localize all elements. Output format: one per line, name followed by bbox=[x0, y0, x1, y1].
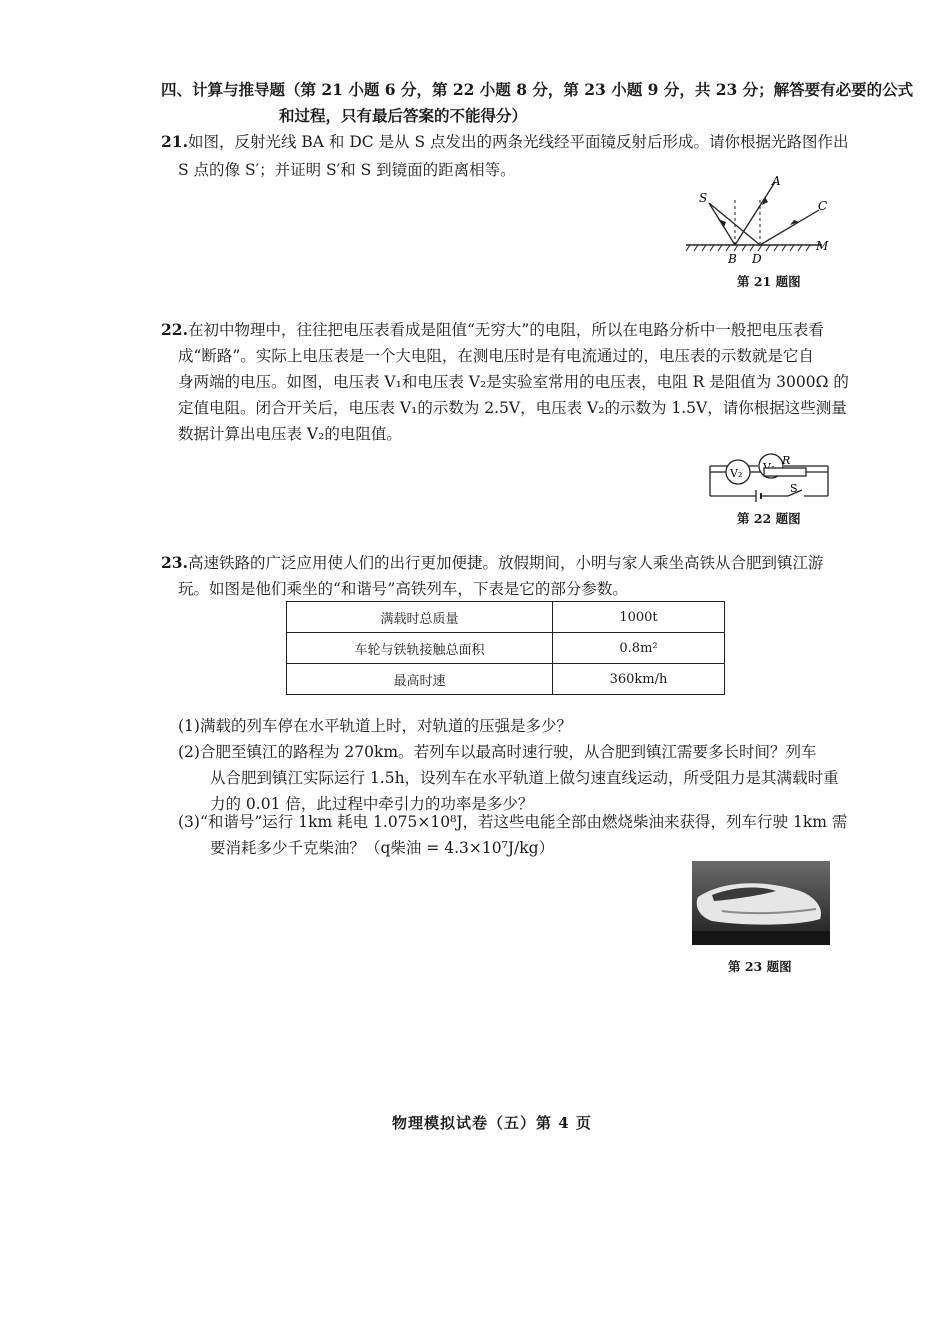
reflected-ray-ba bbox=[735, 182, 775, 245]
train-params-table bbox=[286, 601, 725, 695]
table-cell: 0.8m² bbox=[553, 633, 725, 664]
q23-sub2-line1: (2)合肥至镇江的路程为 270km。若列车以最高时速行驶，从合肥到镇江需要多长时间？列车 bbox=[178, 743, 817, 761]
section-heading-cont: 和过程，只有最后答案的不能得分） bbox=[279, 106, 528, 125]
r-label: R bbox=[782, 454, 791, 467]
table-cell: 1000t bbox=[553, 602, 725, 633]
table-cell: 最高时速 bbox=[287, 664, 553, 695]
q22-circuit-figure bbox=[706, 452, 836, 504]
q22-line5: 数据计算出电压表 V₂的电阻值。 bbox=[178, 425, 402, 443]
table-row bbox=[287, 602, 725, 633]
q23-text-1: 高速铁路的广泛应用使人们的出行更加便捷。放假期间，小明与家人乘坐高铁从合肥到镇江游 bbox=[187, 554, 824, 572]
label-a: A bbox=[772, 174, 781, 188]
q23-sub3-line2: 要消耗多少千克柴油？（q柴油 = 4.3×10⁷J/kg） bbox=[210, 839, 555, 857]
label-c: C bbox=[818, 199, 828, 213]
q23-sub3-line1: (3)“和谐号”运行 1km 耗电 1.075×10⁸J，若这些电能全部由燃烧柴油来获得，列车行驶 1km 需 bbox=[178, 813, 848, 831]
q21-text-1: 如图，反射光线 BA 和 DC 是从 S 点发出的两条光线经平面镜反射后形成。请你根据光路图作出 bbox=[187, 133, 849, 151]
q23-line2: 玩。如图是他们乘坐的“和谐号”高铁列车，下表是它的部分参数。 bbox=[178, 580, 628, 598]
q22-line4: 定值电阻。闭合开关后，电压表 V₁的示数为 2.5V，电压表 V₂的示数为 1.5V，请你根据这些测量 bbox=[178, 399, 847, 417]
q23-caption: 第 23 题图 bbox=[728, 959, 792, 974]
arrow-sb bbox=[718, 219, 726, 227]
resistor-r bbox=[764, 468, 806, 476]
s-label: S bbox=[790, 482, 798, 495]
page-footer: 物理模拟试卷（五）第 4 页 bbox=[392, 1114, 592, 1132]
table-row bbox=[287, 664, 725, 695]
q23-sub2-line3: 力的 0.01 倍，此过程中牵引力的功率是多少？ bbox=[210, 795, 534, 813]
q22-line3: 身两端的电压。如图，电压表 V₁和电压表 V₂是实验室常用的电压表，电阻 R 是阻值为 3000Ω 的 bbox=[178, 373, 849, 391]
q23-line1 bbox=[161, 549, 823, 577]
table-cell: 满载时总质量 bbox=[287, 602, 553, 633]
q23-sub2-line2: 从合肥到镇江实际运行 1.5h，设列车在水平轨道上做匀速直线运动，所受阻力是其满载时重 bbox=[210, 769, 839, 787]
label-s: S bbox=[699, 191, 708, 205]
table-cell: 360km/h bbox=[553, 664, 725, 695]
table-cell: 车轮与铁轨接触总面积 bbox=[287, 633, 553, 664]
train-photo bbox=[692, 861, 830, 945]
q21-number: 21. bbox=[161, 132, 188, 151]
q22-line2: 成“断路”。实际上电压表是一个大电阻，在测电压时是有电流通过的，电压表的示数就是它自 bbox=[178, 347, 814, 365]
v2-label: V₂ bbox=[730, 467, 743, 480]
q21-caption: 第 21 题图 bbox=[737, 274, 801, 289]
q22-line1 bbox=[161, 316, 824, 344]
q23-number: 23. bbox=[161, 553, 188, 572]
q21-figure bbox=[682, 172, 832, 267]
q23-sub1: (1)满载的列车停在水平轨道上时，对轨道的压强是多少？ bbox=[178, 717, 572, 735]
q21-line2: S 点的像 S′；并证明 S′和 S 到镜面的距离相等。 bbox=[178, 161, 516, 179]
table-row bbox=[287, 633, 725, 664]
label-d: D bbox=[752, 252, 762, 266]
q21-line1 bbox=[161, 128, 849, 156]
train-image bbox=[692, 861, 830, 945]
mirror-hatching bbox=[686, 245, 810, 251]
section-heading: 四、计算与推导题（第 21 小题 6 分，第 22 小题 8 分，第 23 小题 9 分，共 23 分；解答要有必要的公式 bbox=[161, 80, 914, 99]
reflected-ray-dc bbox=[760, 210, 819, 245]
q22-number: 22. bbox=[161, 320, 188, 339]
q22-caption: 第 22 题图 bbox=[737, 511, 801, 526]
q22-text-1: 在初中物理中，往往把电压表看成是阻值“无穷大”的电阻，所以在电路分析中一般把电压表看 bbox=[187, 321, 824, 339]
label-b: B bbox=[728, 252, 737, 266]
label-m: M bbox=[816, 239, 829, 253]
